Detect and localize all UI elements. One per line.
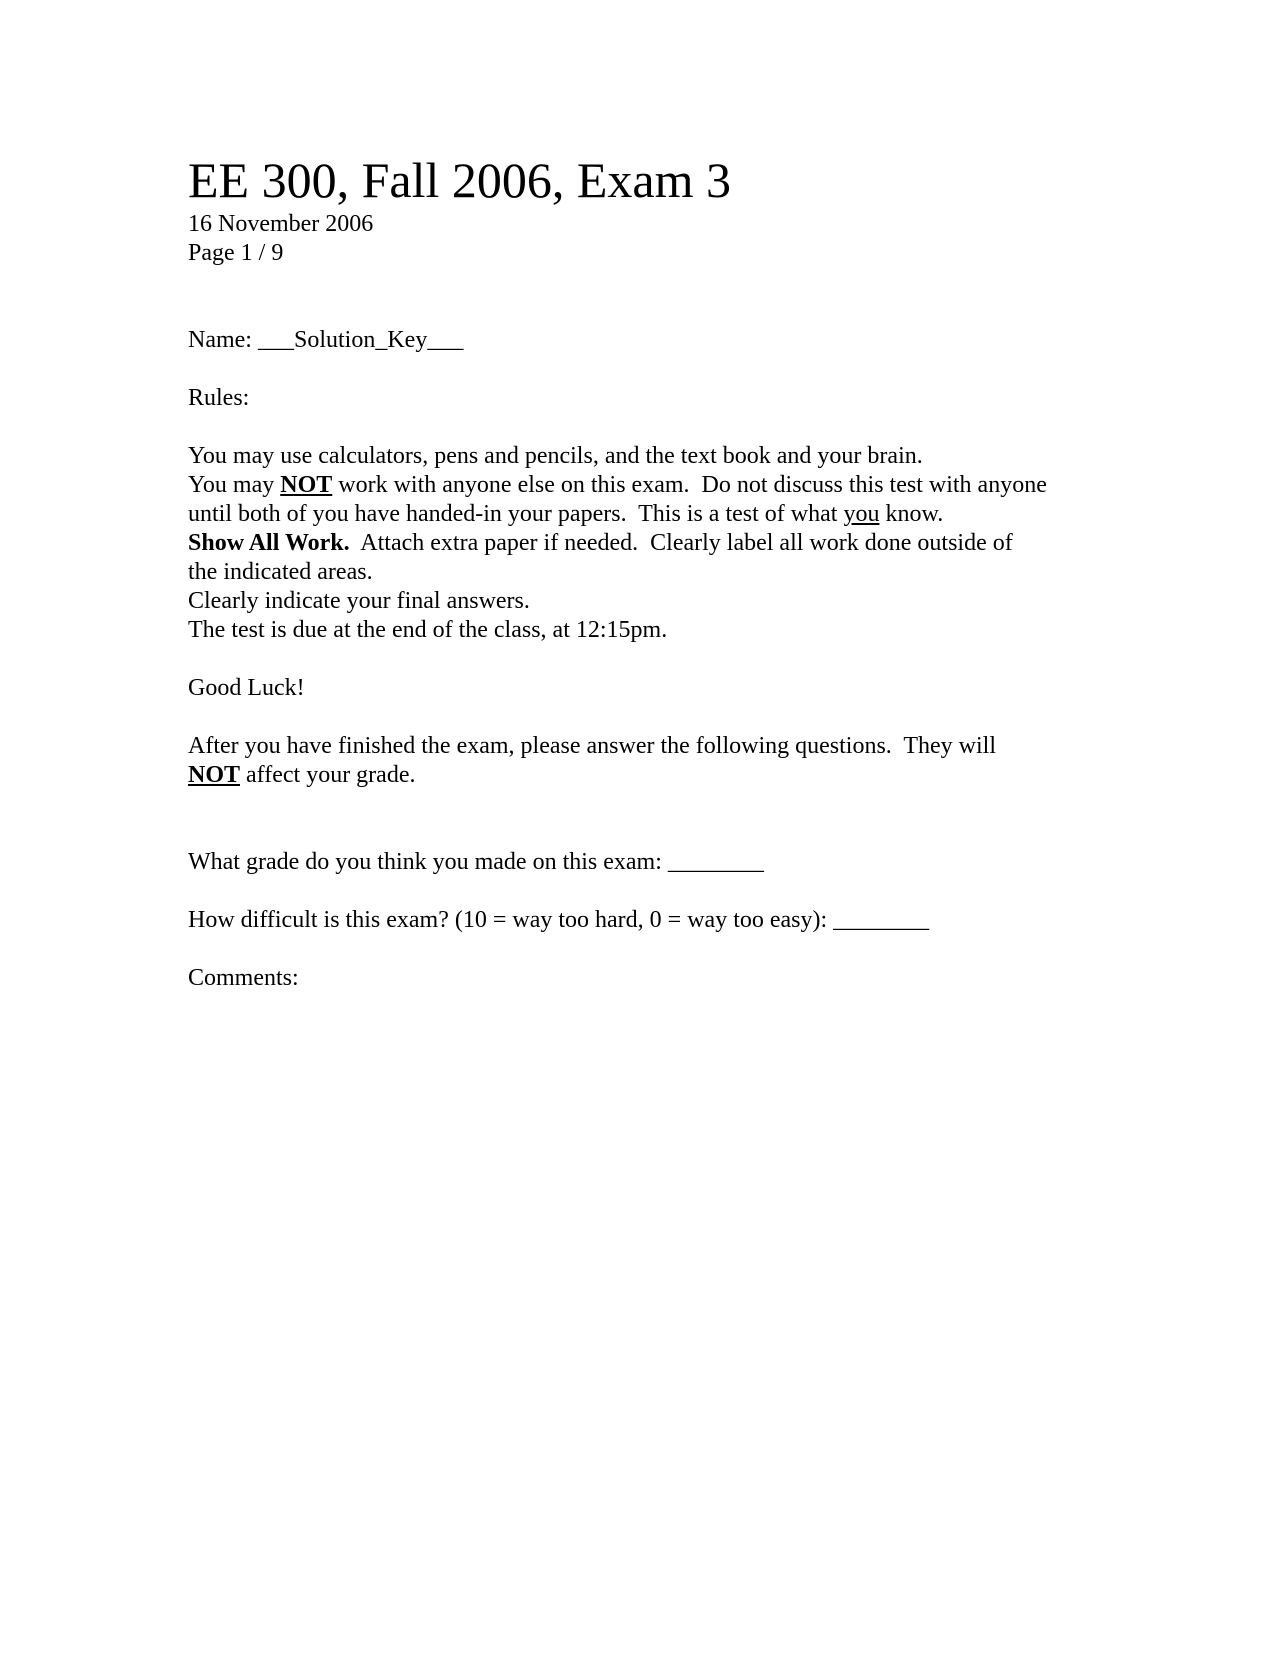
difficulty-question: How difficult is this exam? (10 = way too hard, 0 = way too easy): ________ <box>188 907 930 933</box>
rule-line-6: Clearly indicate your final answers. <box>188 588 530 614</box>
rule-text: until both of you have handed-in your papers. This is a test of what <box>188 501 844 527</box>
page-title: EE 300, Fall 2006, Exam 3 <box>188 152 731 208</box>
rule-text: know. <box>879 501 944 527</box>
exam-date: 16 November 2006 <box>188 211 374 237</box>
rule-line-4 <box>188 529 1118 558</box>
rule-text: work with anyone else on this exam. Do not discuss this test with anyone <box>332 472 1047 498</box>
rule-line-7: The test is due at the end of the class, at 12:15pm. <box>188 617 668 643</box>
comments-label: Comments: <box>188 965 299 991</box>
not-emphasis: NOT <box>280 472 333 498</box>
after-exam-line-2 <box>188 761 1118 790</box>
rule-line-5: the indicated areas. <box>188 559 373 585</box>
grade-question: What grade do you think you made on this exam: ________ <box>188 849 764 875</box>
name-line <box>188 326 1118 355</box>
name-value: ___Solution_Key___ <box>257 327 464 353</box>
good-luck: Good Luck! <box>188 675 305 701</box>
rule-text: Attach extra paper if needed. Clearly label all work done outside of <box>349 530 1013 556</box>
rule-line-1: You may use calculators, pens and pencils, and the text book and your brain. <box>188 443 923 469</box>
after-exam-line-1: After you have finished the exam, please answer the following questions. They will <box>188 733 997 759</box>
name-label: Name: <box>188 327 252 353</box>
not-emphasis: NOT <box>188 762 241 788</box>
you-emphasis: you <box>843 501 880 527</box>
page-number: Page 1 / 9 <box>188 240 284 266</box>
rule-line-3 <box>188 500 1118 529</box>
exam-cover-page <box>188 150 1118 993</box>
show-all-work-emphasis: Show All Work. <box>188 530 350 556</box>
rule-text: You may <box>188 472 281 498</box>
rules-list <box>188 442 1118 645</box>
rules-heading: Rules: <box>188 385 250 411</box>
rule-line-2 <box>188 471 1118 500</box>
after-text: affect your grade. <box>240 762 416 788</box>
